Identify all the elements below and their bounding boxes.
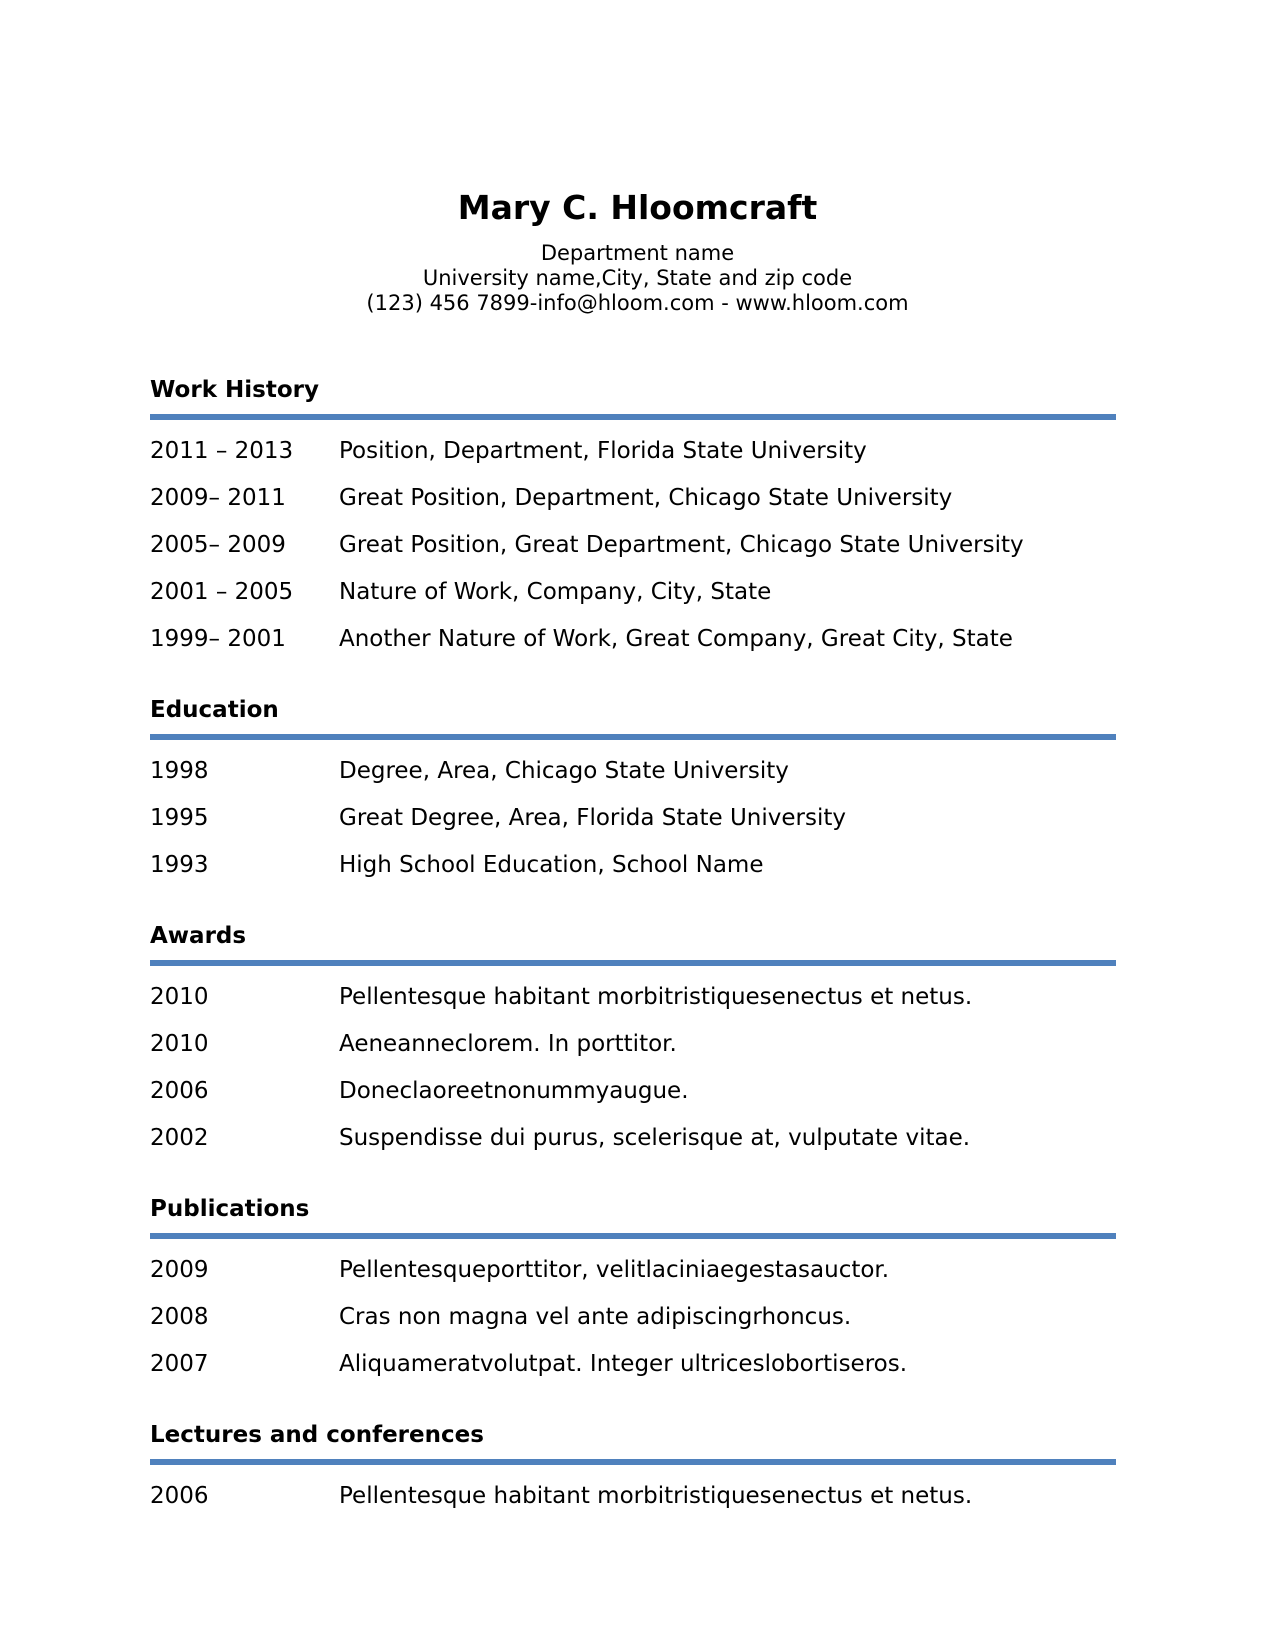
entry-date: 2005– 2009 — [150, 532, 286, 558]
entry-description: Nature of Work, Company, City, State — [339, 579, 772, 605]
entry-description: Aliquameratvolutpat. Integer ultriceslobortiseros. — [339, 1351, 908, 1377]
entry-description: Position, Department, Florida State University — [339, 438, 867, 464]
list-item — [150, 748, 1116, 795]
entry-date: 2008 — [150, 1304, 209, 1330]
list-item — [150, 616, 1116, 663]
entry-description: Pellentesqueporttitor, velitlaciniaegestasauctor. — [339, 1257, 890, 1283]
section-publications — [150, 1194, 1116, 1388]
list-item — [150, 1294, 1116, 1341]
entry-date: 2010 — [150, 984, 209, 1010]
list-item — [150, 842, 1116, 889]
resume-header — [0, 188, 1275, 316]
list-item — [150, 795, 1116, 842]
entry-date: 2002 — [150, 1125, 209, 1151]
entry-date: 2001 – 2005 — [150, 579, 294, 605]
university-line: University name,City, State and zip code — [422, 266, 853, 290]
entry-description: Aeneanneclorem. In porttitor. — [339, 1031, 677, 1057]
department-line: Department name — [540, 241, 735, 265]
section-title: Publications — [150, 1196, 310, 1222]
entry-description: Pellentesque habitant morbitristiquesenectus et netus. — [339, 984, 973, 1010]
candidate-name: Mary C. Hloomcraft — [457, 188, 818, 227]
section-divider — [150, 1233, 1116, 1239]
entry-date: 2006 — [150, 1078, 209, 1104]
section-divider — [150, 1459, 1116, 1465]
entry-description: Great Degree, Area, Florida State University — [339, 805, 846, 831]
section-title: Awards — [150, 923, 247, 949]
list-item — [150, 569, 1116, 616]
entry-date: 1998 — [150, 758, 209, 784]
entry-date: 2009 — [150, 1257, 209, 1283]
entry-date: 2006 — [150, 1483, 209, 1509]
entry-description: Degree, Area, Chicago State University — [339, 758, 789, 784]
section-divider — [150, 414, 1116, 420]
list-item — [150, 475, 1116, 522]
section-title: Education — [150, 697, 279, 723]
section-work-history — [150, 375, 1116, 663]
entry-date: 2010 — [150, 1031, 209, 1057]
section-title: Work History — [150, 377, 319, 403]
list-item — [150, 522, 1116, 569]
entry-description: Great Position, Great Department, Chicago State University — [339, 532, 1024, 558]
entry-date: 2009– 2011 — [150, 485, 286, 511]
list-item — [150, 1115, 1116, 1162]
entry-description: Suspendisse dui purus, scelerisque at, vulputate vitae. — [339, 1125, 971, 1151]
entry-description: Great Position, Department, Chicago State University — [339, 485, 953, 511]
entry-date: 1999– 2001 — [150, 626, 286, 652]
entry-description: Doneclaoreetnonummyaugue. — [339, 1078, 689, 1104]
entry-description: High School Education, School Name — [339, 852, 764, 878]
section-title: Lectures and conferences — [150, 1422, 484, 1448]
list-item — [150, 1341, 1116, 1388]
section-divider — [150, 734, 1116, 740]
list-item — [150, 974, 1116, 1021]
entry-description: Another Nature of Work, Great Company, Great City, State — [339, 626, 1013, 652]
entry-date: 1995 — [150, 805, 209, 831]
entry-description: Cras non magna vel ante adipiscingrhoncus. — [339, 1304, 852, 1330]
section-awards — [150, 921, 1116, 1162]
entry-date: 2007 — [150, 1351, 209, 1377]
list-item — [150, 1021, 1116, 1068]
section-lectures — [150, 1420, 1116, 1520]
resume-body — [150, 375, 1116, 1552]
list-item — [150, 1247, 1116, 1294]
section-education — [150, 695, 1116, 889]
section-divider — [150, 960, 1116, 966]
entry-date: 1993 — [150, 852, 209, 878]
list-item — [150, 428, 1116, 475]
entry-date: 2011 – 2013 — [150, 438, 294, 464]
list-item — [150, 1473, 1116, 1520]
entry-description: Pellentesque habitant morbitristiquesenectus et netus. — [339, 1483, 973, 1509]
list-item — [150, 1068, 1116, 1115]
contact-line: (123) 456 7899-info@hloom.com - www.hloom.com — [366, 291, 909, 315]
